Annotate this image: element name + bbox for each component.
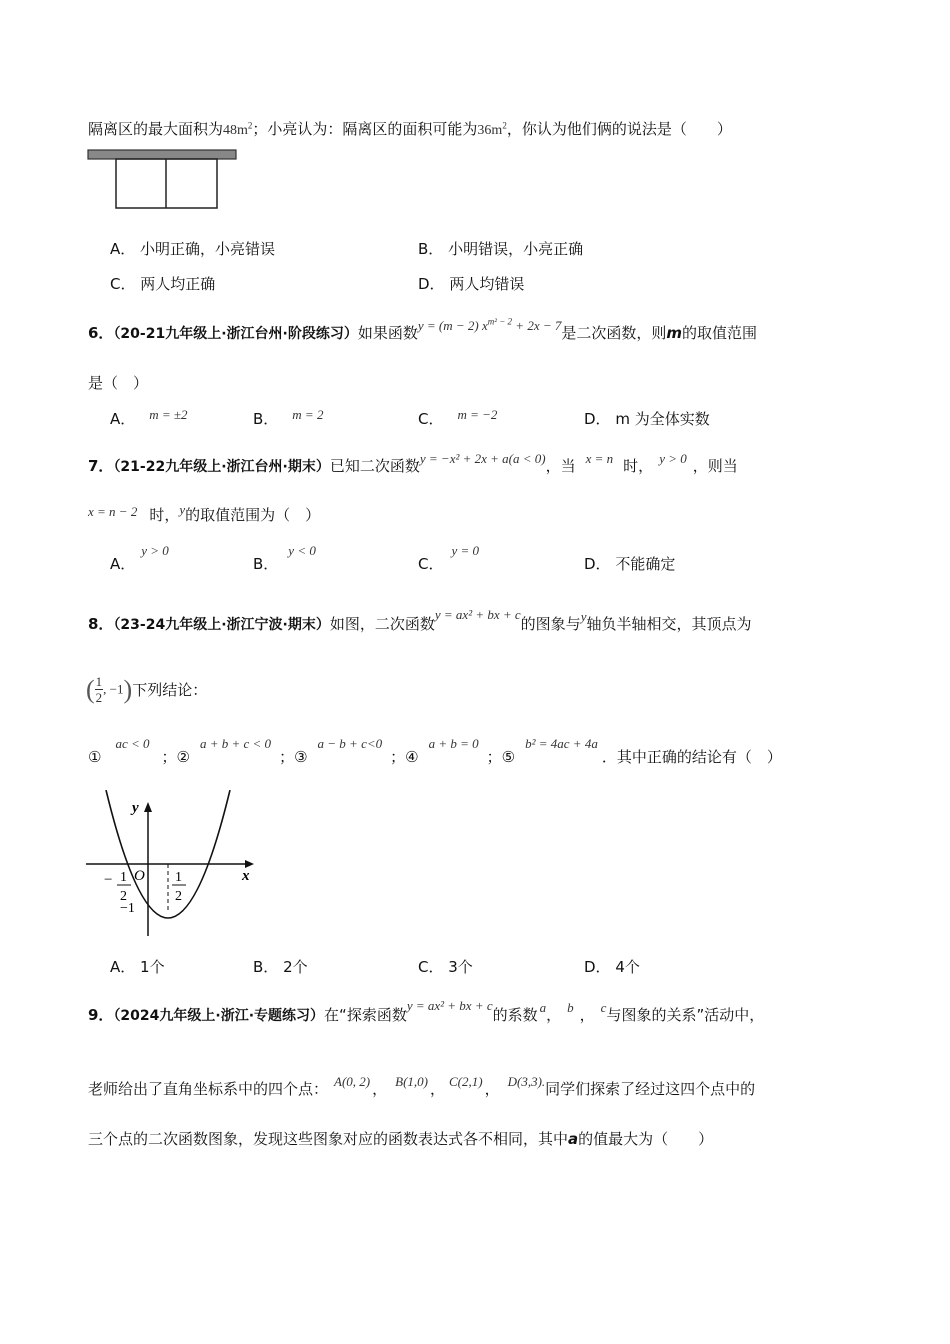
q6-stem-line2: 是（ ） [88, 374, 149, 392]
q8-conclusions [88, 736, 782, 767]
q5-area1: $48m^2$ [223, 120, 253, 138]
q7-option-d[interactable]: D． 不能确定 [584, 555, 676, 573]
q7-stem-line2: x = n − 2 时，y的取值范围为（ ） [88, 502, 321, 524]
q9-formula: y = ax² + bx + c [406, 998, 493, 1013]
q8-neg-half-den: 2 [120, 889, 127, 904]
q9-point-d: D(3,3). [507, 1074, 546, 1089]
q8-pos-half-num: 1 [175, 870, 182, 885]
q8-vertex-line: ( $\frac{1}{2}$ , −1)下列结论： [86, 674, 208, 705]
q8-y-label: y [132, 800, 139, 816]
q7-stem-line1: 7．（21-22九年级上·浙江台州·期末）已知二次函数y = −x² + 2x + a(a < 0)，当 x = n 时， y > 0 ，则当 [88, 451, 738, 475]
q8-stem-line1: 8．（23-24九年级上·浙江宁波·期末）如图，二次函数y = ax² + bx + c的图象与y轴负半轴相交，其顶点为 [88, 607, 752, 633]
q8-item-5: ⑤b² = 4ac + 4a．其中正确的结论有（ ） [501, 736, 782, 766]
q8-item-4: ④a + b = 0； [405, 736, 502, 766]
q9-source: （2024九年级上·浙江·专题练习） [113, 1008, 325, 1024]
q9-point-c: C(2,1) [449, 1074, 483, 1089]
q8-option-d[interactable]: D． 4个 [584, 958, 640, 976]
q6-option-d[interactable]: D． m 为全体实数 [584, 410, 710, 428]
q8-option-a[interactable]: A． 1个 [110, 958, 165, 976]
q8-y-arrow [144, 802, 152, 812]
q9-stem-line1: 9．（2024九年级上·浙江·专题练习）在“探索函数y = ax² + bx + c的系数 a， b ， c与图象的关系”活动中， [88, 998, 765, 1024]
q5-option-a[interactable]: A． 小明正确，小亮错误 [110, 240, 276, 258]
q9-number: 9． [88, 1006, 114, 1024]
q6-formula: y = (m − 2) $x^{m^2 - 2} + 2x - 7$ [417, 316, 562, 333]
q6-option-a[interactable]: A． m = ±2 [110, 407, 188, 428]
q6-number: 6． [88, 324, 114, 342]
q5-option-d[interactable]: D． 两人均错误 [418, 275, 525, 293]
q7-option-c[interactable]: C．y = 0 [418, 543, 480, 573]
q8-x-label: x [242, 868, 250, 884]
q8-item-3: ③a − b + c<0； [294, 736, 406, 766]
q8-parabola-graph [84, 790, 264, 940]
q7-source: （21-22九年级上·浙江台州·期末） [113, 459, 330, 475]
q6-option-c[interactable]: C． m = −2 [418, 407, 498, 428]
q8-neg-sign: − [104, 872, 113, 888]
q8-minus-one: −1 [120, 901, 135, 916]
q8-source: （23-24九年级上·浙江宁波·期末） [113, 617, 330, 633]
q7-option-b[interactable]: B．y < 0 [253, 543, 316, 573]
q5-area2: $36m^2$ [477, 120, 507, 138]
q5-wall [88, 150, 236, 159]
q9-point-a: A(0, 2) [334, 1074, 371, 1089]
q5-option-b[interactable]: B． 小明错误，小亮正确 [418, 240, 584, 258]
q5-stem-line1 [88, 118, 732, 139]
q5-text-b: ；小亮认为：隔离区的面积可能为 [252, 120, 478, 138]
q5-fence-diagram [86, 148, 241, 212]
q8-item-1: ①ac < 0； [88, 736, 177, 766]
q8-item-2: ②a + b + c < 0； [176, 736, 295, 766]
q7-number: 7． [88, 457, 114, 475]
q7-formula: y = −x² + 2x + a(a < 0) [419, 451, 546, 466]
q5-text-a: 隔离区的最大面积为 [88, 120, 224, 138]
q8-formula: y = ax² + bx + c [434, 607, 521, 622]
q6-source: （20-21九年级上·浙江台州·阶段练习） [113, 326, 358, 342]
q5-text-c: ，你认为他们俩的说法是（ ） [506, 120, 732, 138]
q6-stem-line1: 6．（20-21九年级上·浙江台州·阶段练习）如果函数y = (m − 2) $x^{m^2 - 2} + 2x - 7$是二次函数，则m的取值范围 [88, 316, 758, 342]
q8-option-c[interactable]: C． 3个 [418, 958, 473, 976]
q8-neg-half-num: 1 [120, 870, 127, 885]
q5-option-c[interactable]: C． 两人均正确 [110, 275, 216, 293]
q8-option-b[interactable]: B． 2个 [253, 958, 308, 976]
q8-origin-label: O [134, 868, 145, 884]
q7-option-a[interactable]: A．y > 0 [110, 543, 169, 573]
q8-x-arrow [245, 860, 254, 868]
q9-stem-line3: 三个点的二次函数图象，发现这些图象对应的函数表达式各不相同，其中a的值最大为（ ） [88, 1130, 714, 1148]
q6-option-b[interactable]: B． m = 2 [253, 407, 324, 428]
q9-point-b: B(1,0) [395, 1074, 428, 1089]
q9-stem-line2: 老师给出了直角坐标系中的四个点： A(0, 2) ， B(1,0) ， C(2,1) ， D(3,3).同学们探索了经过这四个点中的 [88, 1074, 756, 1098]
q8-pos-half-den: 2 [175, 889, 182, 904]
q8-number: 8． [88, 615, 114, 633]
